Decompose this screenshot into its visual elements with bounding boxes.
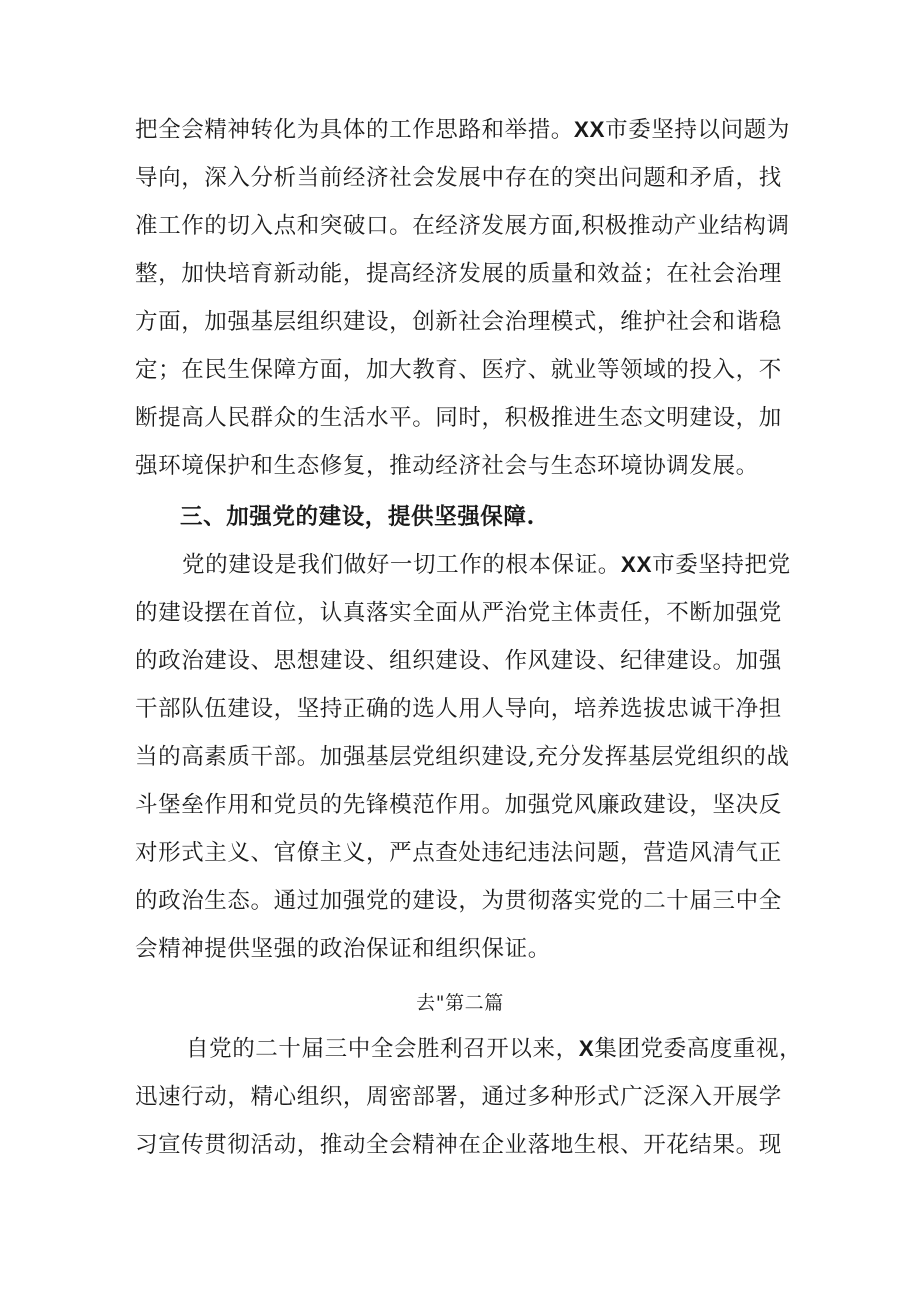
paragraph-line xyxy=(186,1034,846,1064)
article-subtitle: 去"第二篇 xyxy=(416,992,504,1014)
paragraph-line: 习宣传贯彻活动，推动全会精神在企业落地生根、开花结果。现 xyxy=(135,1132,782,1158)
paragraph-line xyxy=(135,115,795,145)
paragraph-line: 强环境保护和生态修复，推动经济社会与生态环境协调发展。 xyxy=(135,453,759,479)
paragraph-line: 迅速行动，精心组织，周密部署，通过多种形式广泛深入开展学 xyxy=(135,1084,782,1110)
paragraph-line: 对形式主义、官僚主义，严点查处违纪违法问题，营造风清气正 xyxy=(135,840,782,866)
paragraph-line: 干部队伍建设，坚持正确的选人用人导向，培养选拔忠诚干净担 xyxy=(135,696,782,722)
text-run: 把全会精神转化为具体的工作思路和举措。 xyxy=(135,117,574,143)
paragraph-line: 导向，深入分析当前经济社会发展中存在的突出问题和矛盾，找 xyxy=(135,165,782,191)
text-run: 市委坚持以问题为 xyxy=(605,117,790,143)
paragraph-line: 的政治生态。通过加强党的建设，为贯彻落实党的二十届三中全 xyxy=(135,888,782,914)
paragraph-line: 方面，加强基层组织建设，创新社会治理模式，维护社会和谐稳 xyxy=(135,309,782,335)
bold-text-run: X xyxy=(578,1036,595,1061)
paragraph-line: 斗堡垒作用和党员的先锋模范作用。加强党风廉政建设，坚决反 xyxy=(135,792,782,818)
paragraph-line: 整，加快培育新动能，提高经济发展的质量和效益；在社会治理 xyxy=(135,261,782,287)
text-run: 自党的二十届三中全会胜利召开以来， xyxy=(186,1036,579,1062)
paragraph-line: 准工作的切入点和突破口。在经济发展方面,积极推动产业结构调 xyxy=(135,213,790,239)
bold-text-run: XX xyxy=(573,117,606,142)
paragraph-line: 定；在民生保障方面，加大教育、医疗、就业等领域的投入，不 xyxy=(135,357,782,383)
paragraph-line: 的建设摆在首位，认真落实全面从严治党主体责任，不断加强党 xyxy=(135,600,782,626)
text-run: 市委坚持把党 xyxy=(652,552,791,578)
text-run: 党的建设是我们做好一切工作的根本保证。 xyxy=(182,552,621,578)
paragraph-line: 当的高素质干部。加强基层党组织建设,充分发挥基层党组织的战 xyxy=(135,744,790,770)
text-run: 集团党委高度重视， xyxy=(594,1036,803,1062)
paragraph-line: 会精神提供坚强的政治保证和组织保证。 xyxy=(135,936,551,962)
section-heading: 三、加强党的建设，提供坚强保障. xyxy=(180,504,535,530)
paragraph-line: 断提高人民群众的生活水平。同时，积极推进生态文明建设，加 xyxy=(135,405,782,431)
bold-text-run: XX xyxy=(620,552,653,577)
paragraph-line xyxy=(182,550,842,580)
paragraph-line: 的政治建设、思想建设、组织建设、作风建设、纪律建设。加强 xyxy=(135,648,782,674)
